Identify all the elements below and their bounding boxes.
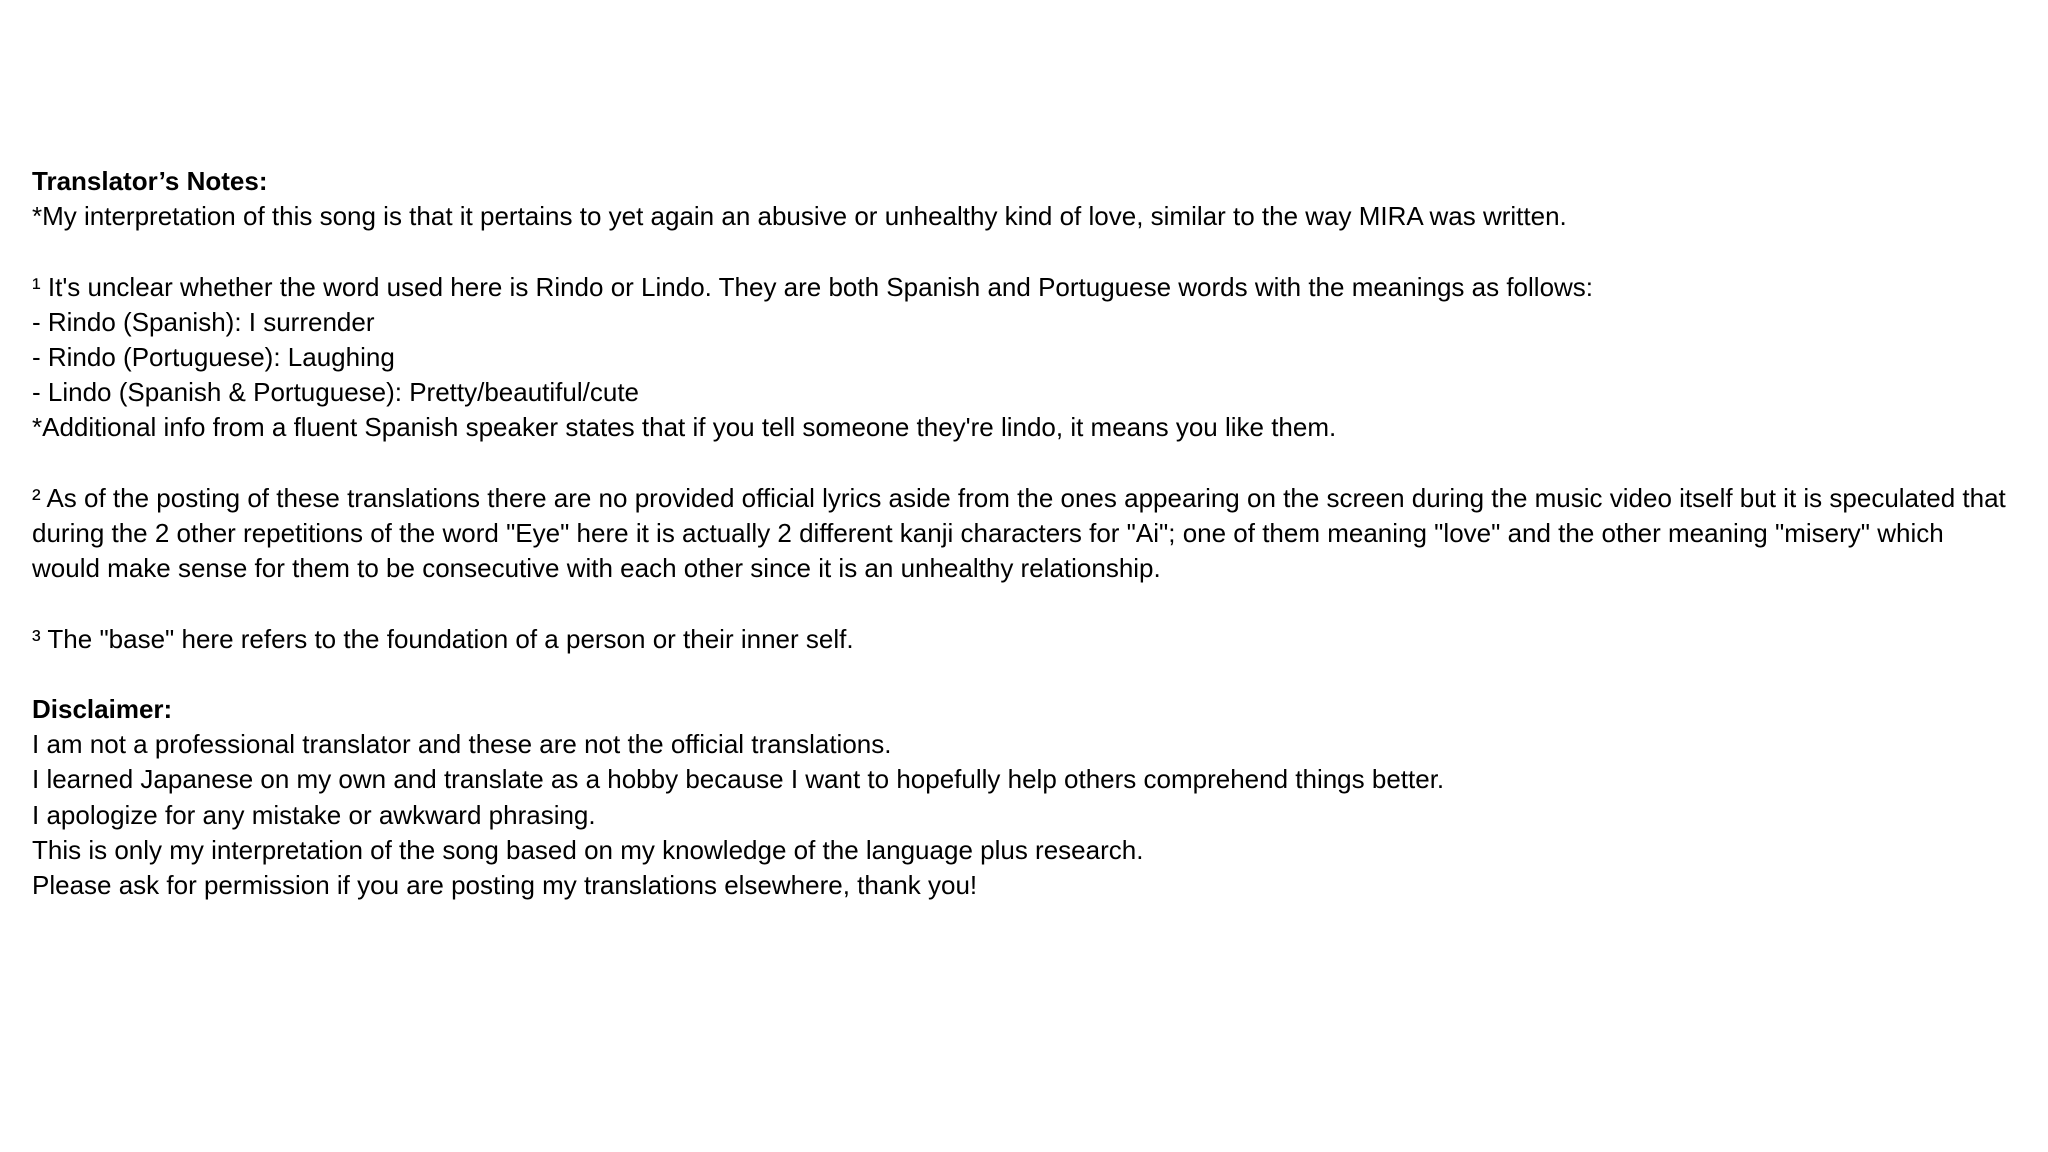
spacer [32, 586, 2048, 621]
translator-notes-intro: *My interpretation of this song is that it pertains to yet again an abusive or unhealthy kind of love, similar to the way MIRA was written. [32, 201, 1567, 232]
footnote-1-item: - Rindo (Spanish): I surrender [32, 306, 375, 337]
disclaimer-line: I am not a professional translator and these are not the official translations. [32, 729, 892, 760]
disclaimer-line: This is only my interpretation of the song based on my knowledge of the language plus research. [32, 834, 1144, 865]
translator-notes-heading: Translator’s Notes: [32, 166, 268, 196]
disclaimer-heading: Disclaimer: [32, 693, 173, 724]
footnote-1-item: - Rindo (Portuguese): Laughing [32, 342, 395, 372]
footnote-2-line: ² As of the posting of these translations there are no provided official lyrics aside from the ones appearing on the screen during the music video itself but it is speculated that [32, 482, 2006, 513]
spacer [32, 446, 2048, 481]
footnote-1: ¹ It's unclear whether the word used here is Rindo or Lindo. They are both Spanish and Portuguese words with the meanings as follows: [32, 271, 1594, 302]
footnote-1-item: - Lindo (Spanish & Portuguese): Pretty/beautiful/cute [32, 377, 640, 408]
disclaimer [32, 692, 2048, 903]
spacer [32, 234, 2048, 269]
footnote-3: ³ The "base" here refers to the foundation of a person or their inner self. [32, 623, 854, 654]
disclaimer-line: Please ask for permission if you are posting my translations elsewhere, thank you! [32, 870, 978, 900]
footnote-2-line: would make sense for them to be consecutive with each other since it is an unhealthy relationship. [32, 553, 1161, 584]
disclaimer-line: I learned Japanese on my own and translate as a hobby because I want to hopefully help others comprehend things better. [32, 764, 1445, 795]
footnote-1-additional-info: *Additional info from a fluent Spanish speaker states that if you tell someone they're lindo, it means you like them. [32, 412, 1337, 443]
translator-notes [32, 164, 2048, 692]
footnote-2-line: during the 2 other repetitions of the word "Eye" here it is actually 2 different kanji characters for "Ai"; one of them meaning "love" and the other meaning "misery" which [32, 518, 1944, 548]
disclaimer-line: I apologize for any mistake or awkward phrasing. [32, 799, 596, 830]
spacer [32, 657, 2048, 692]
